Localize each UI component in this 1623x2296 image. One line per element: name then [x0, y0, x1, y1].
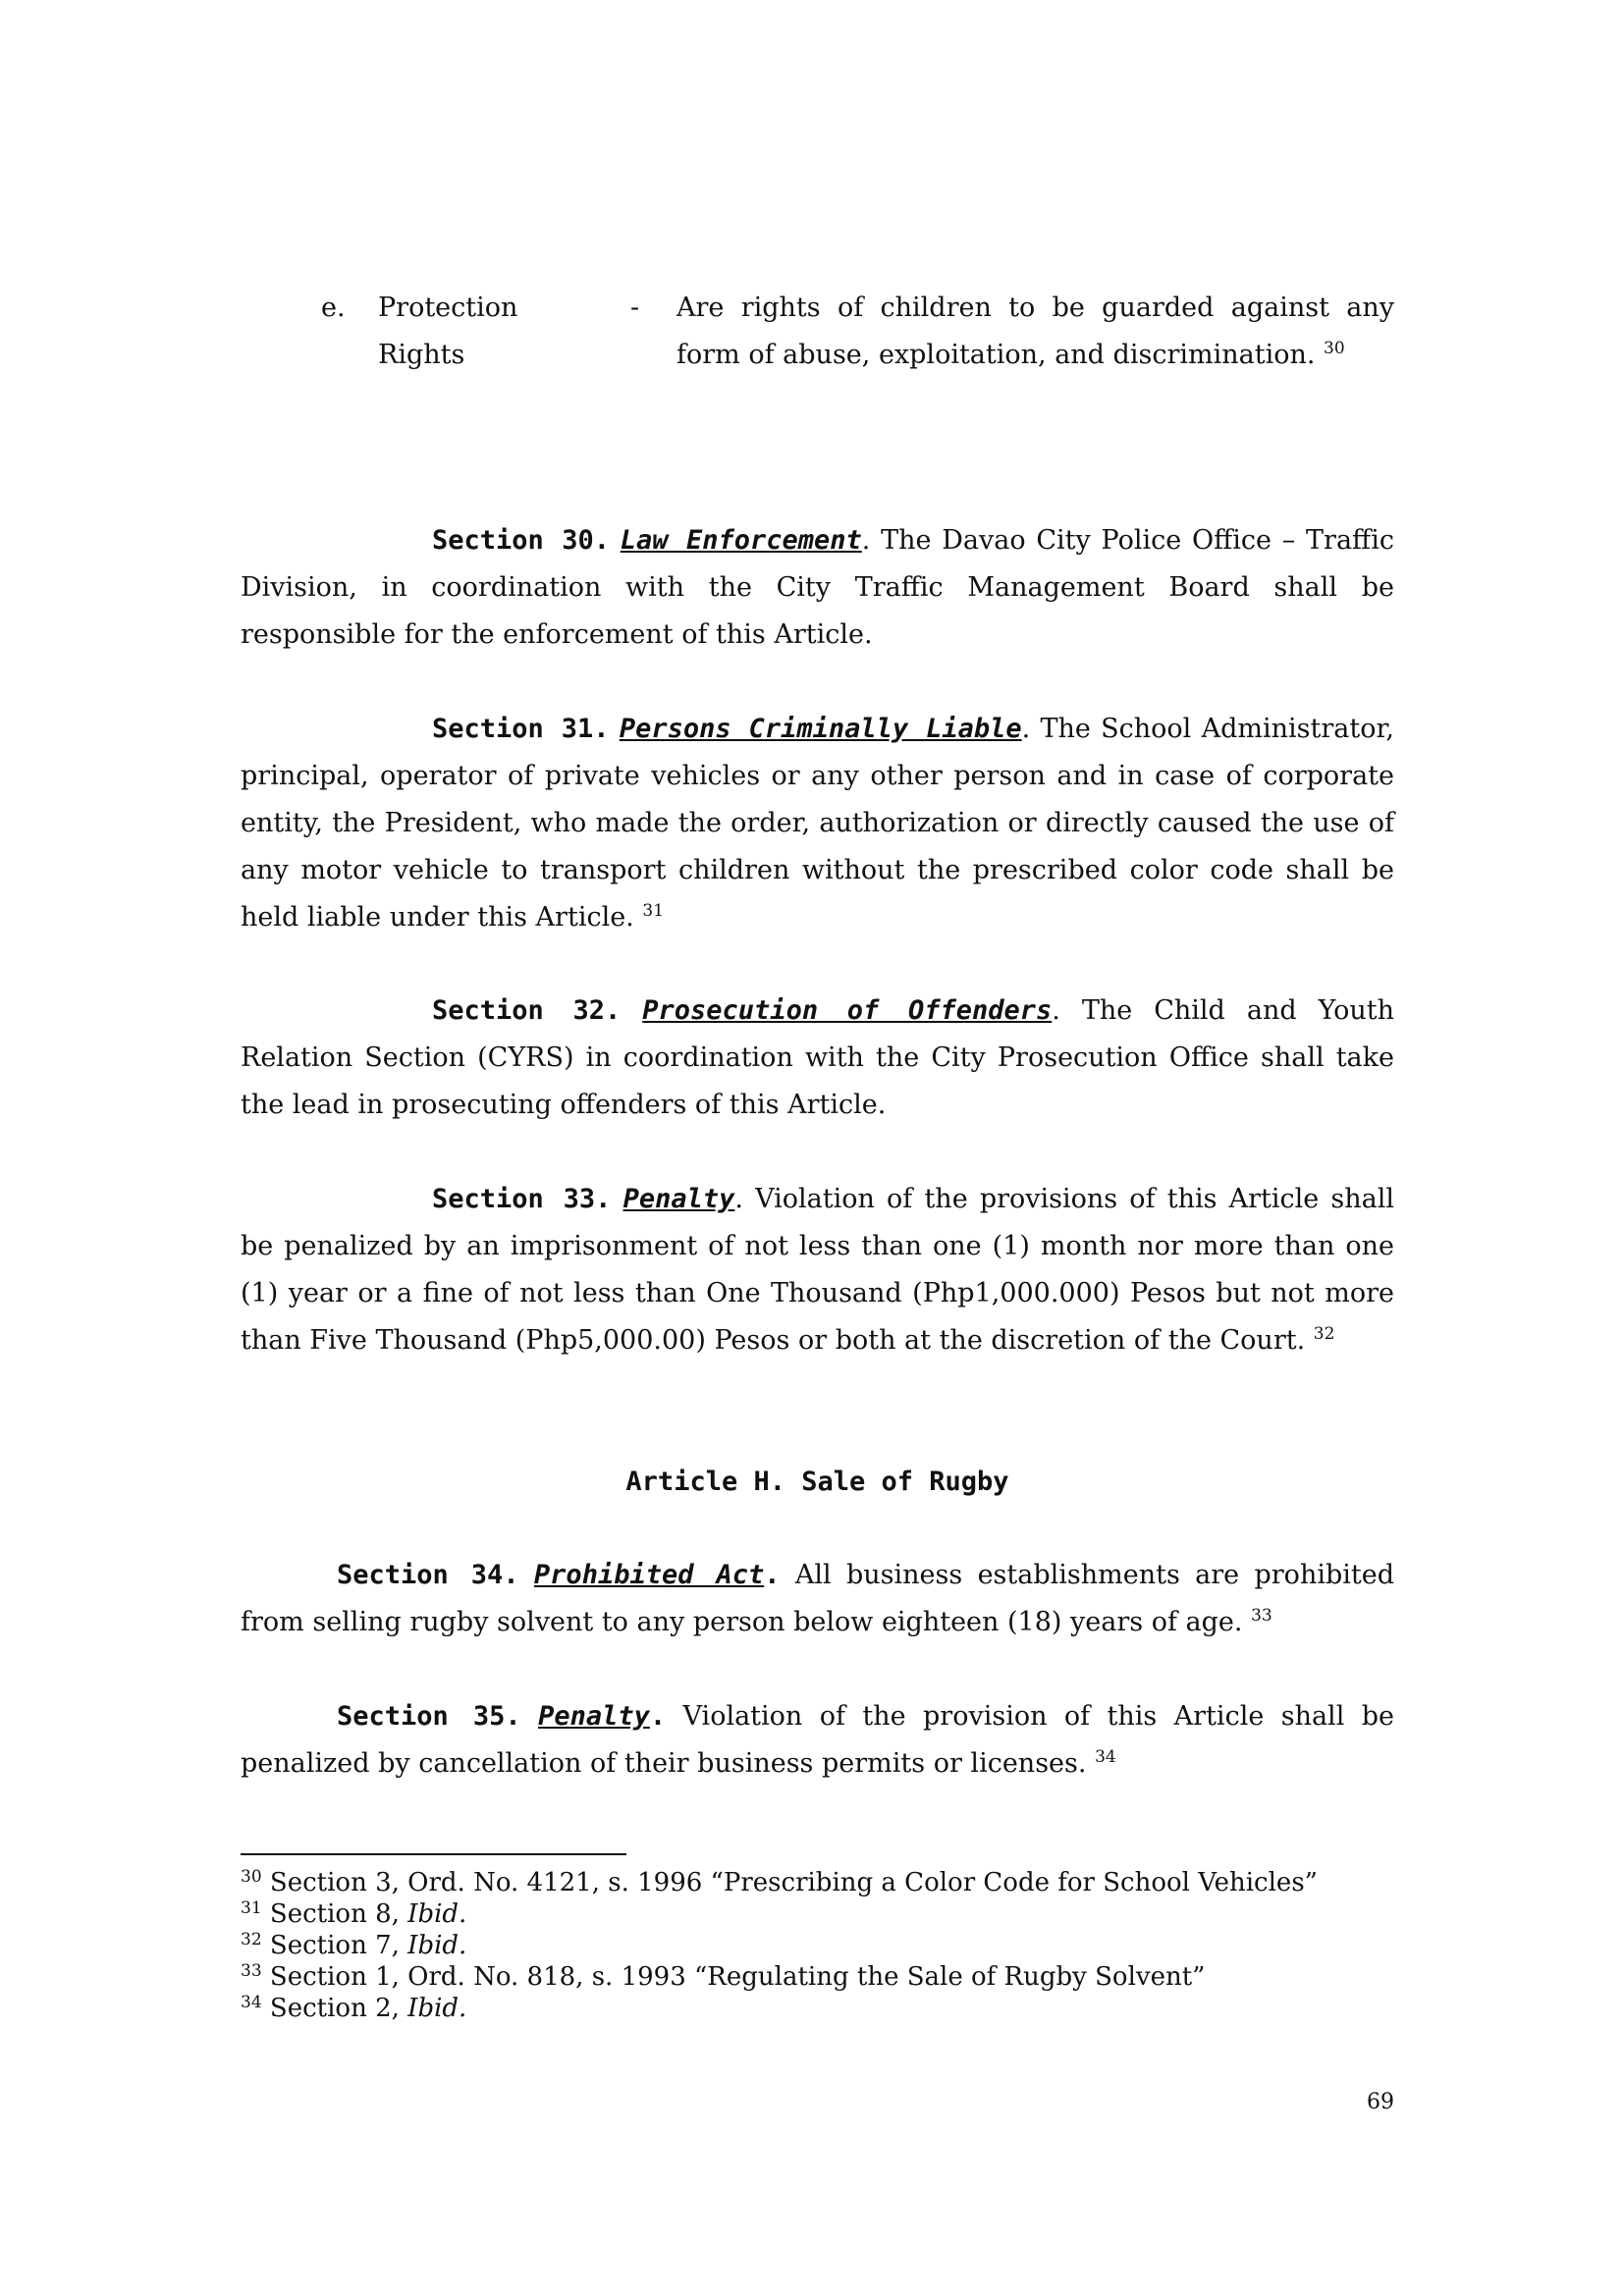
- footnote-ref: 33: [1251, 1606, 1272, 1626]
- rights-item-term: [378, 285, 535, 379]
- footnote-text: Section 1, Ord. No. 818, s. 1993 “Regulating the Sale of Rugby Solvent”: [269, 1962, 1206, 1992]
- footnote-divider: [241, 1853, 626, 1855]
- rights-item-term-line1: Protection: [378, 293, 518, 323]
- section-35-title: Penalty: [538, 1701, 650, 1732]
- footnote-30: [241, 1867, 1394, 1898]
- section-30-title-period: .: [861, 525, 871, 556]
- footnote-number: 32: [241, 1930, 262, 1949]
- section-33-title: Penalty: [622, 1184, 735, 1214]
- article-heading: Article H. Sale of Rugby: [625, 1467, 1009, 1497]
- footnote-ref: 31: [642, 901, 665, 921]
- section-31-paragraph: [241, 706, 1394, 941]
- footnote-number: 30: [241, 1867, 262, 1887]
- footnote-italic-text: Ibid.: [407, 1931, 467, 1960]
- footnote-text: Section 2,: [269, 1994, 408, 2023]
- footnote-ref: 30: [1324, 339, 1345, 358]
- section-33-label: Section 33.: [432, 1184, 612, 1214]
- section-35-body: Violation of the provision of this Article shall be penalized by cancellation of their business permits or licenses.: [241, 1701, 1395, 1779]
- footnote-text: Section 8,: [269, 1899, 408, 1929]
- footnote-33: [241, 1961, 1394, 1993]
- page-number: 69: [1367, 2090, 1394, 2114]
- section-32-title-period: .: [1052, 995, 1060, 1026]
- section-34-title-period: .: [764, 1560, 781, 1590]
- section-30-title: Law Enforcement: [620, 525, 862, 556]
- section-32-title: Prosecution of Offenders: [642, 995, 1053, 1026]
- section-34-body: All business establishments are prohibited from selling rugby solvent to any person below eighteen (18) years of age.: [241, 1560, 1394, 1637]
- section-30-body: The Davao City Police Office – Traffic Division, in coordination with the City Traffic Management Board shall be responsible for the enforcement of this Article.: [241, 525, 1394, 650]
- section-35-title-period: .: [649, 1701, 667, 1732]
- footnote-31: [241, 1898, 1394, 1930]
- section-32-label: Section 32.: [432, 995, 622, 1026]
- footnote-number: 33: [241, 1961, 262, 1981]
- section-34-title: Prohibited Act: [533, 1560, 765, 1590]
- document-page: [241, 0, 1394, 2296]
- section-34-paragraph: [241, 1552, 1394, 1646]
- section-33-paragraph: [241, 1176, 1394, 1364]
- section-34-label: Section 34.: [337, 1560, 519, 1590]
- section-31-label: Section 31.: [432, 714, 610, 744]
- footnote-italic-text: Ibid.: [407, 1899, 467, 1929]
- footnote-34: [241, 1993, 1394, 2024]
- section-32-body: The Child and Youth Relation Section (CYRS) in coordination with the City Prosecution Office shall take the lead in prosecuting offenders of this Article.: [241, 995, 1394, 1120]
- section-31-title-period: .: [1021, 714, 1031, 744]
- footnote-ref: 34: [1095, 1747, 1116, 1767]
- footnote-text: Section 7,: [269, 1931, 408, 1960]
- section-35-paragraph: [241, 1693, 1394, 1788]
- section-35-label: Section 35.: [337, 1701, 521, 1732]
- footnote-ref: 32: [1313, 1324, 1335, 1344]
- footnote-number: 31: [241, 1898, 262, 1918]
- section-33-body: Violation of the provisions of this Article shall be penalized by an imprisonment of not less than one (1) month nor more than one (1) year or a fine of not less than One Thousand (Php1,000.000) Pesos but not more than Five Thousand (Php5,000.00) Pesos or both at the discretion of the Court.: [241, 1184, 1395, 1356]
- footnotes: [241, 1867, 1394, 2024]
- rights-item: [241, 285, 1394, 383]
- rights-item-dash: -: [630, 293, 640, 323]
- section-32-paragraph: [241, 988, 1394, 1129]
- section-31-title: Persons Criminally Liable: [619, 714, 1022, 744]
- rights-item-term-line2: Rights: [378, 340, 465, 370]
- section-30-paragraph: [241, 517, 1394, 659]
- rights-item-definition-text: Are rights of children to be guarded against any form of abuse, exploitation, and discrimination.: [676, 293, 1394, 370]
- rights-item-letter: e.: [321, 293, 346, 323]
- rights-item-definition: [676, 285, 1394, 379]
- footnote-32: [241, 1930, 1394, 1961]
- footnote-text: Section 3, Ord. No. 4121, s. 1996 “Prescribing a Color Code for School Vehicles”: [269, 1868, 1318, 1897]
- section-33-title-period: .: [734, 1184, 743, 1214]
- section-30-label: Section 30.: [432, 525, 610, 556]
- footnote-italic-text: Ibid.: [407, 1994, 467, 2023]
- footnote-number: 34: [241, 1993, 262, 2012]
- section-31-body: The School Administrator, principal, operator of private vehicles or any other person and in case of corporate entity, the President, who made the order, authorization or directly caused the use of any motor vehicle to transport children without the prescribed color code shall be held liable under this Article.: [241, 714, 1394, 933]
